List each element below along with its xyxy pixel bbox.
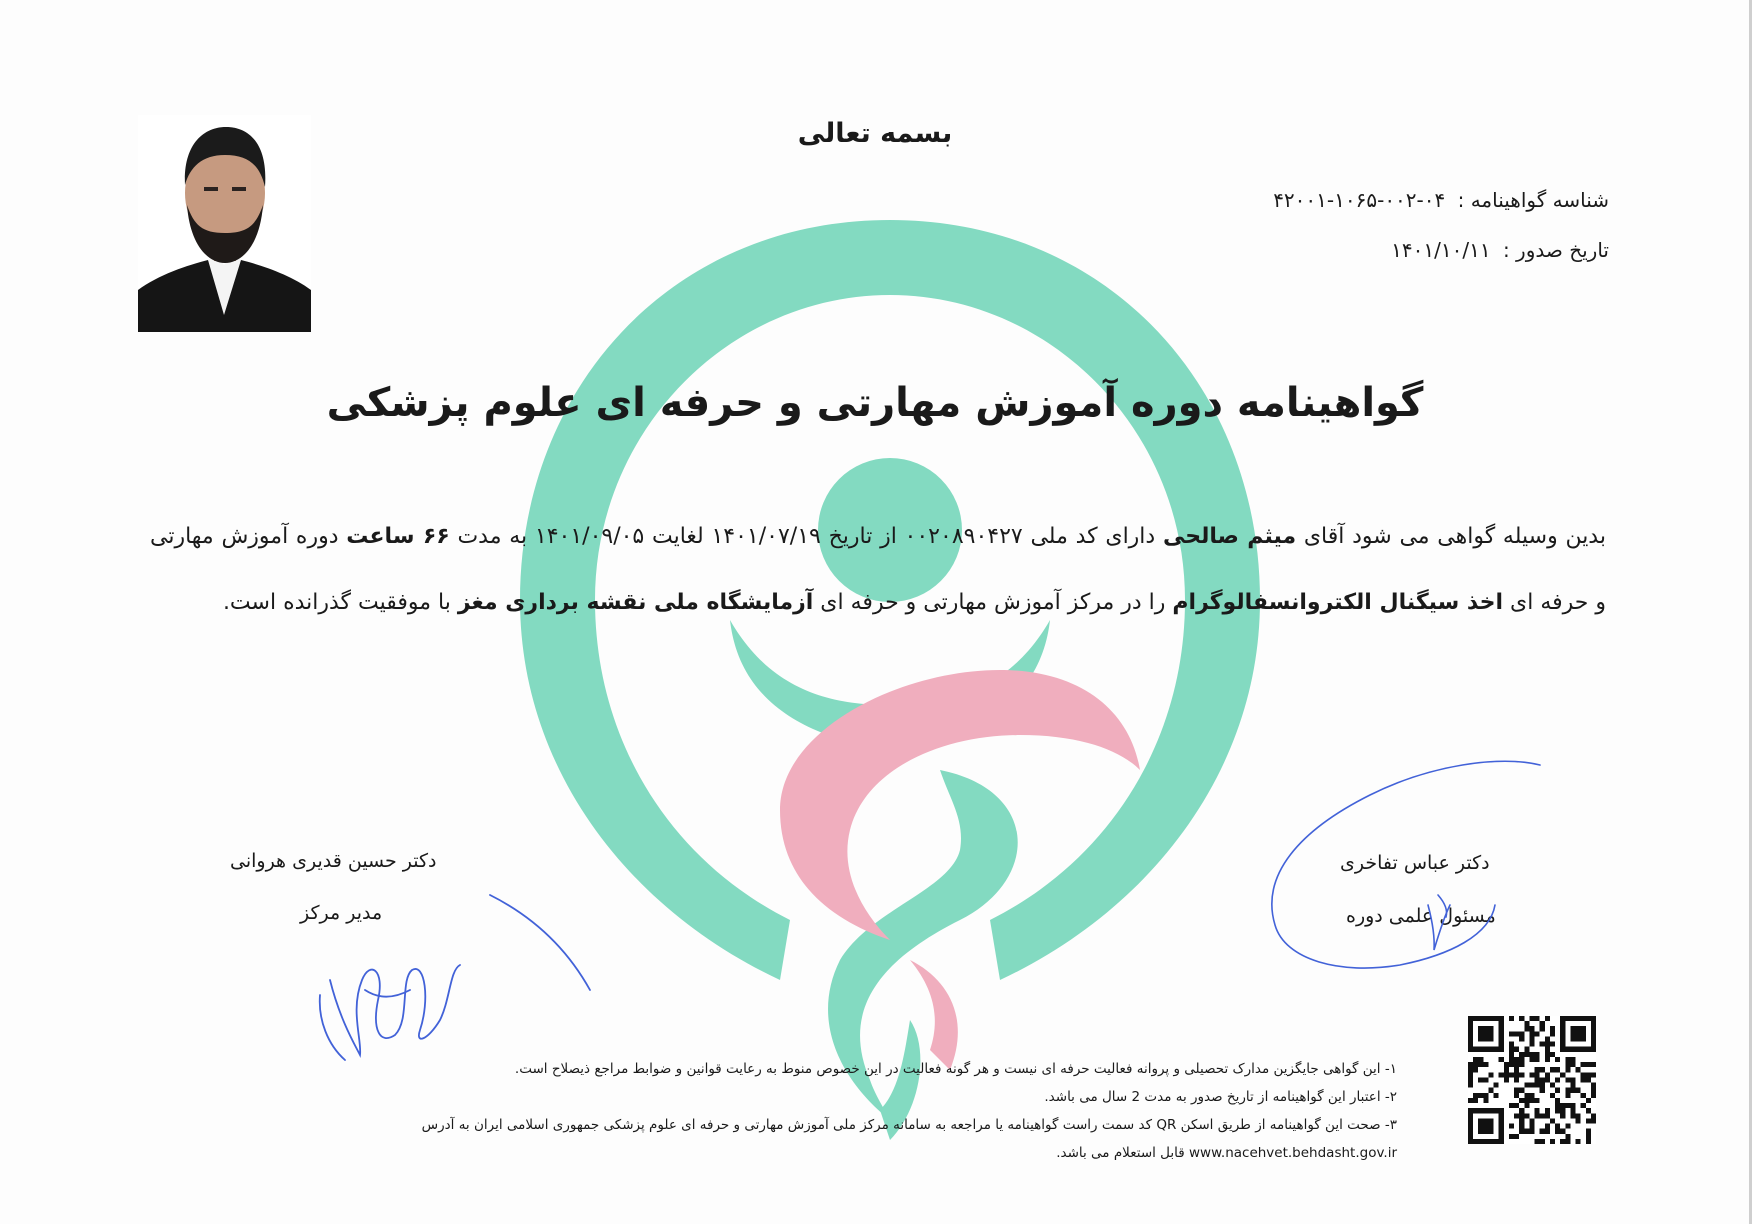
- certificate-id-label: شناسه گواهینامه :: [1457, 188, 1609, 212]
- left-signatory-role: مدیر مرکز: [300, 902, 383, 924]
- footnote-3-continued: www.nacehvet.behdasht.gov.ir قابل استعلام می باشد.: [1056, 1145, 1397, 1161]
- course-duration: ۶۶ ساعت: [346, 524, 450, 549]
- right-signatory-role: مسئول علمی دوره: [1346, 905, 1496, 927]
- person-name: میثم صالحی: [1162, 524, 1297, 549]
- left-handwritten-signature: [300, 870, 600, 1080]
- footnotes: [287, 1055, 1397, 1167]
- certificate-body: [150, 504, 1606, 636]
- qr-code[interactable]: [1468, 1016, 1596, 1144]
- certificate-id-value: ۰۴-۰۰۲-۱۰۶۵-۴۲۰۰۱: [1273, 188, 1446, 212]
- footnote-1: ۱- این گواهی جایگزین مدارک تحصیلی و پروانه فعالیت حرفه ای نیست و هر گونه فعالیت در این خصوص منوط به رعایت قوانین و ضوابط مراجع ذیصلاح است.: [514, 1061, 1397, 1077]
- footnote-3: ۳- صحت این گواهینامه از طریق اسکن QR کد سمت راست گواهینامه یا مراجعه به سامانه مرکز ملی آموزش مهارتی و حرفه ای علوم پزشکی جمهوری اسلامی ایران به آدرس: [421, 1117, 1397, 1133]
- body-text-4: را در مرکز آموزش مهارتی و حرفه ای: [813, 590, 1173, 615]
- issue-date-value: ۱۴۰۱/۱۰/۱۱: [1391, 238, 1491, 262]
- issue-date-row: [1391, 238, 1609, 262]
- body-text-1: بدین وسیله گواهی می شود آقای: [1296, 524, 1606, 549]
- portrait-photo: [138, 115, 311, 332]
- center-name: آزمایشگاه ملی نقشه برداری مغز: [457, 590, 814, 615]
- body-text-5: با موفقیت گذرانده است.: [222, 590, 458, 615]
- body-text-3: دوره آموزش مهارتی و حرفه ای: [150, 524, 1606, 615]
- bismillah-heading: بسمه تعالی: [797, 118, 953, 149]
- issue-date-label: تاریخ صدور :: [1502, 238, 1609, 262]
- right-handwritten-signature: [1240, 745, 1560, 985]
- certificate-id-row: [1273, 188, 1609, 212]
- footnote-2: ۲- اعتبار این گواهینامه از تاریخ صدور به مدت 2 سال می باشد.: [1044, 1089, 1397, 1105]
- body-text-2: دارای کد ملی ۰۰۲۰۸۹۰۴۲۷ از تاریخ ۱۴۰۱/۰۷/۱۹ لغایت ۱۴۰۱/۰۹/۰۵ به مدت: [449, 524, 1163, 549]
- left-signatory-name: دکتر حسین قدیری هروانی: [230, 850, 437, 872]
- watermark-emblem: [480, 150, 1300, 1150]
- course-name: اخذ سیگنال الکتروانسفالوگرام: [1172, 590, 1503, 615]
- certificate-title: گواهینامه دوره آموزش مهارتی و حرفه ای علوم پزشکی: [326, 380, 1424, 426]
- right-signatory-name: دکتر عباس تفاخری: [1340, 852, 1490, 874]
